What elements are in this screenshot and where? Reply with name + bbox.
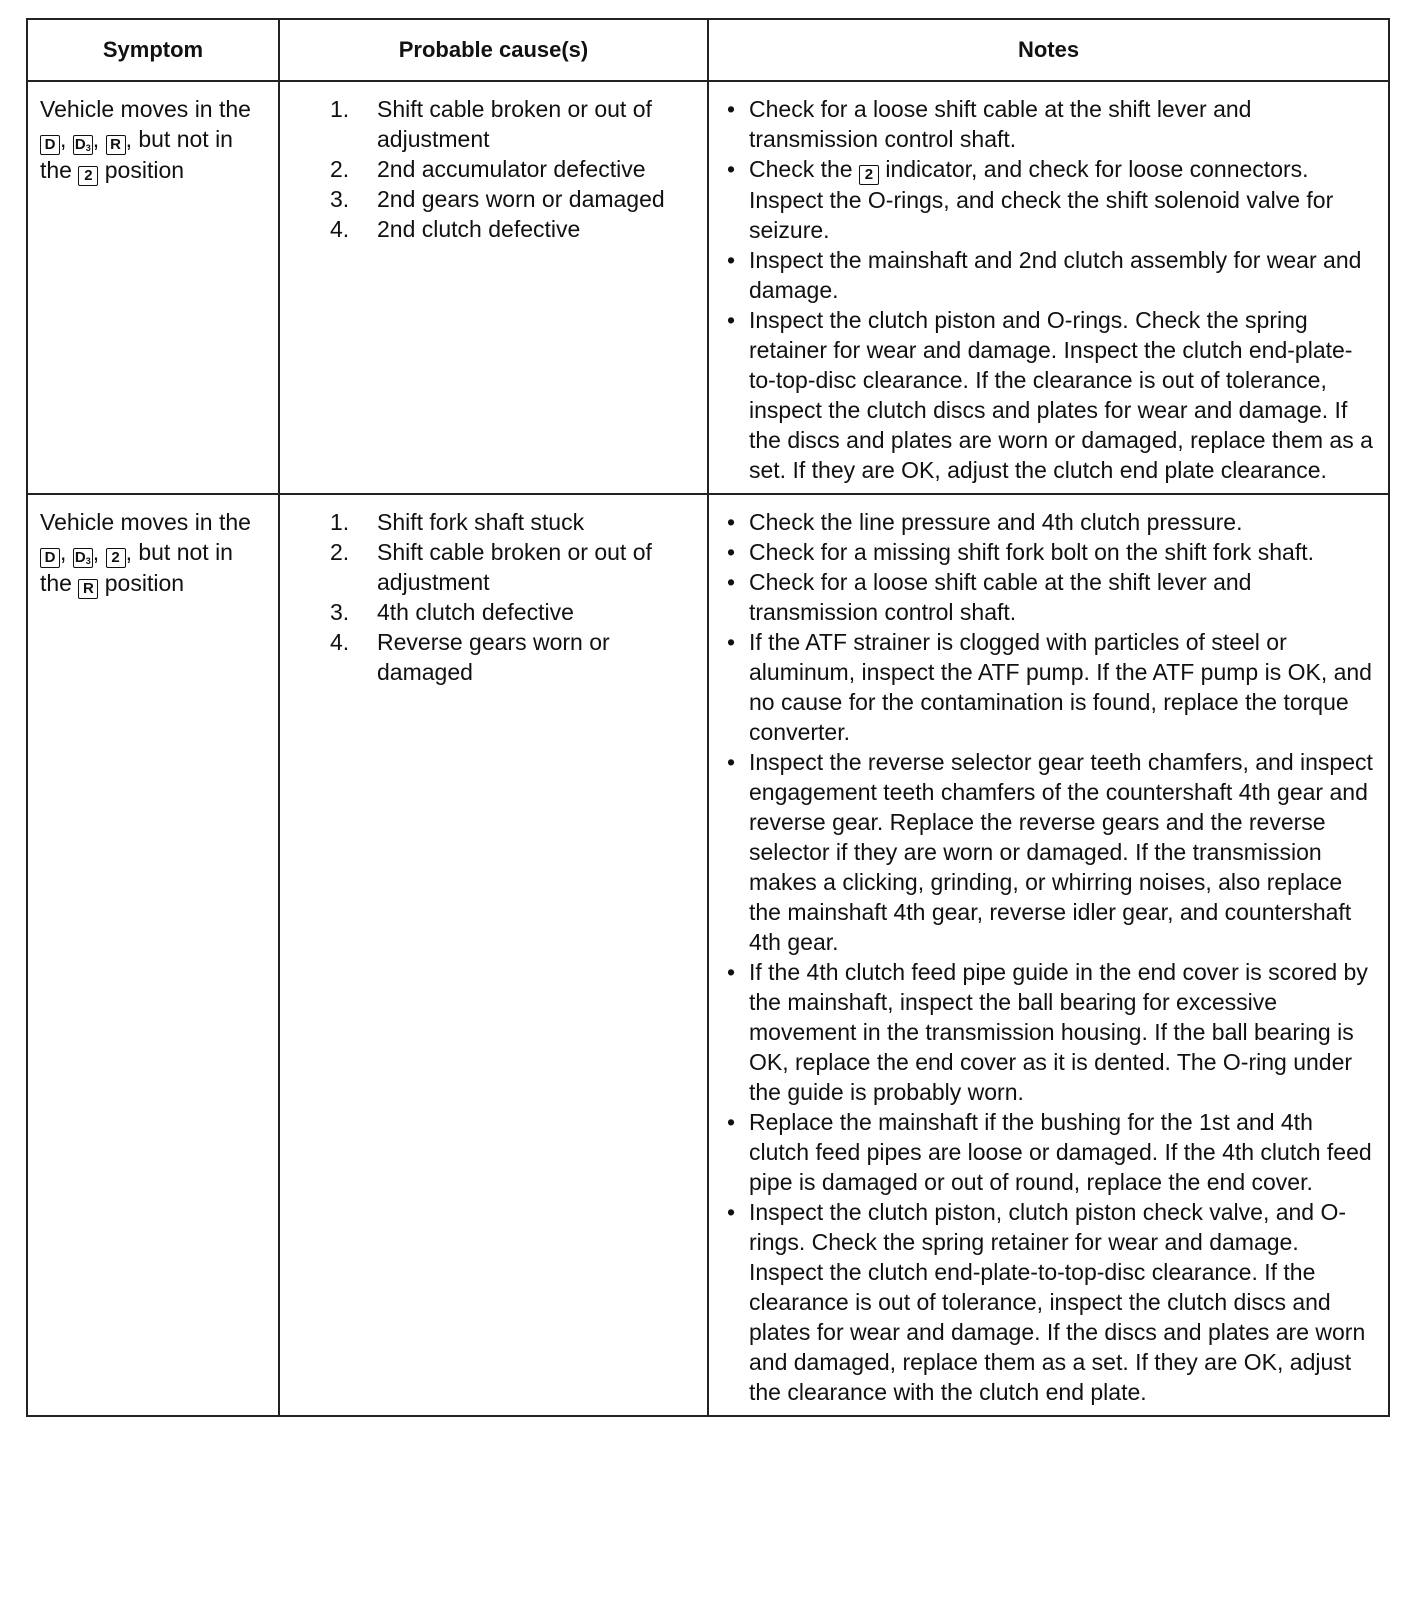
text-run: position xyxy=(98,570,185,596)
cause-number: 2. xyxy=(330,156,350,182)
cause-item xyxy=(330,507,697,537)
header-probable-causes: Probable cause(s) xyxy=(279,19,708,81)
cause-item xyxy=(330,537,697,597)
causes-list xyxy=(292,507,697,687)
gear-letter: R xyxy=(82,580,94,597)
cause-item xyxy=(330,154,697,184)
note-item xyxy=(727,245,1378,305)
note-item xyxy=(727,747,1378,957)
cause-number: 2. xyxy=(330,539,350,565)
probable-causes-cell xyxy=(279,81,708,494)
gear-letter: 2 xyxy=(864,166,874,183)
text-run: , xyxy=(60,126,73,152)
note-item xyxy=(727,507,1378,537)
cause-number: 1. xyxy=(330,96,350,122)
text-run: If the ATF strainer is clogged with particles of steel or aluminum, inspect the ATF pump. If the ATF pump is OK, and no cause for the contamination is found, replace the torque converter. xyxy=(749,629,1372,745)
notes-list xyxy=(721,507,1378,1407)
bullet-icon: • xyxy=(727,156,736,182)
text-run: indicator, and check for loose connectors. Inspect the O-rings, and check the shift solenoid valve for seizure. xyxy=(749,156,1334,243)
symptom-cell xyxy=(27,81,279,494)
cause-text: 2nd gears worn or damaged xyxy=(377,186,665,212)
gear-position-indicator xyxy=(859,165,879,185)
text-run: Check for a loose shift cable at the shift lever and transmission control shaft. xyxy=(749,96,1252,152)
bullet-icon: • xyxy=(727,959,736,985)
cause-text: 2nd clutch defective xyxy=(377,216,581,242)
text-run: , but not in the xyxy=(40,126,233,183)
gear-letter: D xyxy=(74,136,86,153)
notes-cell xyxy=(708,494,1389,1416)
gear-position-indicator xyxy=(78,166,98,186)
note-item xyxy=(727,537,1378,567)
text-run: Inspect the mainshaft and 2nd clutch assembly for wear and damage. xyxy=(749,247,1362,303)
text-run: Vehicle moves in the xyxy=(40,96,251,122)
note-item xyxy=(727,627,1378,747)
text-run: , xyxy=(60,539,73,565)
text-run: , xyxy=(92,126,106,152)
bullet-icon: • xyxy=(727,749,736,775)
text-run: Check the xyxy=(749,156,859,182)
gear-letter: D xyxy=(44,549,56,566)
cause-number: 3. xyxy=(330,186,350,212)
gear-letter: 2 xyxy=(84,167,93,184)
text-run: Inspect the clutch piston, clutch piston check valve, and O-rings. Check the spring retainer for wear and damage. Inspect the clutch end-plate-to-top-disc clearance. If the clearance is out of tolerance, inspect the clutch discs and plates for wear and damage. If the discs and plates are worn and damaged, replace them as a set. If they are OK, adjust the clearance with the clutch end plate. xyxy=(749,1199,1366,1405)
gear-subscript: 3 xyxy=(85,143,91,153)
gear-position-indicator xyxy=(73,135,93,155)
text-run: Replace the mainshaft if the bushing for the 1st and 4th clutch feed pipes are loose or damaged. If the 4th clutch feed pipe is damaged or out of round, replace the end cover. xyxy=(749,1109,1372,1195)
note-text xyxy=(749,154,1378,245)
gear-position-indicator xyxy=(106,135,126,155)
cause-text: Shift cable broken or out of adjustment xyxy=(377,539,652,595)
gear-position-indicator xyxy=(78,579,98,599)
text-run: Inspect the clutch piston and O-rings. Check the spring retainer for wear and damage. Inspect the clutch end-plate-to-top-disc clearance. If the clearance is out of tolerance, inspect the clutch discs and plates for wear and damage. If the discs and plates are worn or damaged, replace them as a set. If they are OK, adjust the clutch end plate clearance. xyxy=(749,307,1373,483)
bullet-icon: • xyxy=(727,1199,736,1225)
symptom-text xyxy=(40,94,268,186)
cause-item xyxy=(330,214,697,244)
symptom-text xyxy=(40,507,268,599)
cause-item xyxy=(330,597,697,627)
note-text xyxy=(749,1197,1378,1407)
gear-letter: 2 xyxy=(111,549,120,566)
cause-item xyxy=(330,627,697,687)
gear-letter: R xyxy=(110,136,121,153)
header-symptom: Symptom xyxy=(27,19,279,81)
bullet-icon: • xyxy=(727,96,736,122)
cause-item xyxy=(330,94,697,154)
cause-number: 3. xyxy=(330,599,350,625)
note-text xyxy=(749,567,1378,627)
text-run: Check for a loose shift cable at the shift lever and transmission control shaft. xyxy=(749,569,1252,625)
text-run: If the 4th clutch feed pipe guide in the end cover is scored by the mainshaft, inspect the ball bearing for excessive movement in the transmission housing. If the ball bearing is OK, replace the end cover as it is dented. The O-ring under the guide is probably worn. xyxy=(749,959,1368,1105)
text-run: , xyxy=(92,539,106,565)
cause-text: Shift fork shaft stuck xyxy=(377,509,585,535)
probable-causes-cell xyxy=(279,494,708,1416)
notes-cell xyxy=(708,81,1389,494)
cause-number: 1. xyxy=(330,509,350,535)
notes-list xyxy=(721,94,1378,485)
bullet-icon: • xyxy=(727,629,736,655)
note-text xyxy=(749,627,1378,747)
bullet-icon: • xyxy=(727,569,736,595)
gear-position-indicator xyxy=(40,135,60,155)
note-text xyxy=(749,537,1378,567)
cause-number: 4. xyxy=(330,216,350,242)
cause-text: Reverse gears worn or damaged xyxy=(377,629,610,685)
note-item xyxy=(727,567,1378,627)
causes-list xyxy=(292,94,697,244)
note-text xyxy=(749,94,1378,154)
symptom-cell xyxy=(27,494,279,1416)
note-item xyxy=(727,94,1378,154)
gear-position-indicator xyxy=(73,548,93,568)
note-text xyxy=(749,1107,1378,1197)
note-item xyxy=(727,1107,1378,1197)
gear-position-indicator xyxy=(106,548,126,568)
gear-letter: D xyxy=(44,136,56,153)
bullet-icon: • xyxy=(727,1109,736,1135)
note-item xyxy=(727,154,1378,245)
text-run: Check the line pressure and 4th clutch pressure. xyxy=(749,509,1243,535)
note-text xyxy=(749,747,1378,957)
bullet-icon: • xyxy=(727,539,736,565)
gear-letter: D xyxy=(74,549,86,566)
gear-subscript: 3 xyxy=(85,556,91,566)
text-run: Vehicle moves in the xyxy=(40,509,251,535)
cause-text: 4th clutch defective xyxy=(377,599,574,625)
note-text xyxy=(749,957,1378,1107)
note-item xyxy=(727,305,1378,485)
note-text xyxy=(749,507,1378,537)
bullet-icon: • xyxy=(727,307,736,333)
header-notes: Notes xyxy=(708,19,1389,81)
text-run: Inspect the reverse selector gear teeth chamfers, and inspect engagement teeth chamfers of the countershaft 4th gear and reverse gear. Replace the reverse gears and the reverse selector if they are worn or damaged. If the transmission makes a clicking, grinding, or whirring noises, also replace the mainshaft 4th gear, reverse idler gear, and countershaft 4th gear. xyxy=(749,749,1373,955)
text-run: , but not in the xyxy=(40,539,233,596)
bullet-icon: • xyxy=(727,247,736,273)
note-text xyxy=(749,305,1378,485)
cause-number: 4. xyxy=(330,629,350,655)
note-item xyxy=(727,957,1378,1107)
note-text xyxy=(749,245,1378,305)
table-row xyxy=(27,494,1389,1416)
bullet-icon: • xyxy=(727,509,736,535)
table-row xyxy=(27,81,1389,494)
table-body xyxy=(27,81,1389,1416)
cause-text: Shift cable broken or out of adjustment xyxy=(377,96,652,152)
note-item xyxy=(727,1197,1378,1407)
text-run: position xyxy=(98,157,185,183)
cause-text: 2nd accumulator defective xyxy=(377,156,646,182)
header-row xyxy=(27,19,1389,81)
cause-item xyxy=(330,184,697,214)
troubleshooting-table xyxy=(26,18,1390,1417)
gear-position-indicator xyxy=(40,548,60,568)
text-run: Check for a missing shift fork bolt on the shift fork shaft. xyxy=(749,539,1315,565)
